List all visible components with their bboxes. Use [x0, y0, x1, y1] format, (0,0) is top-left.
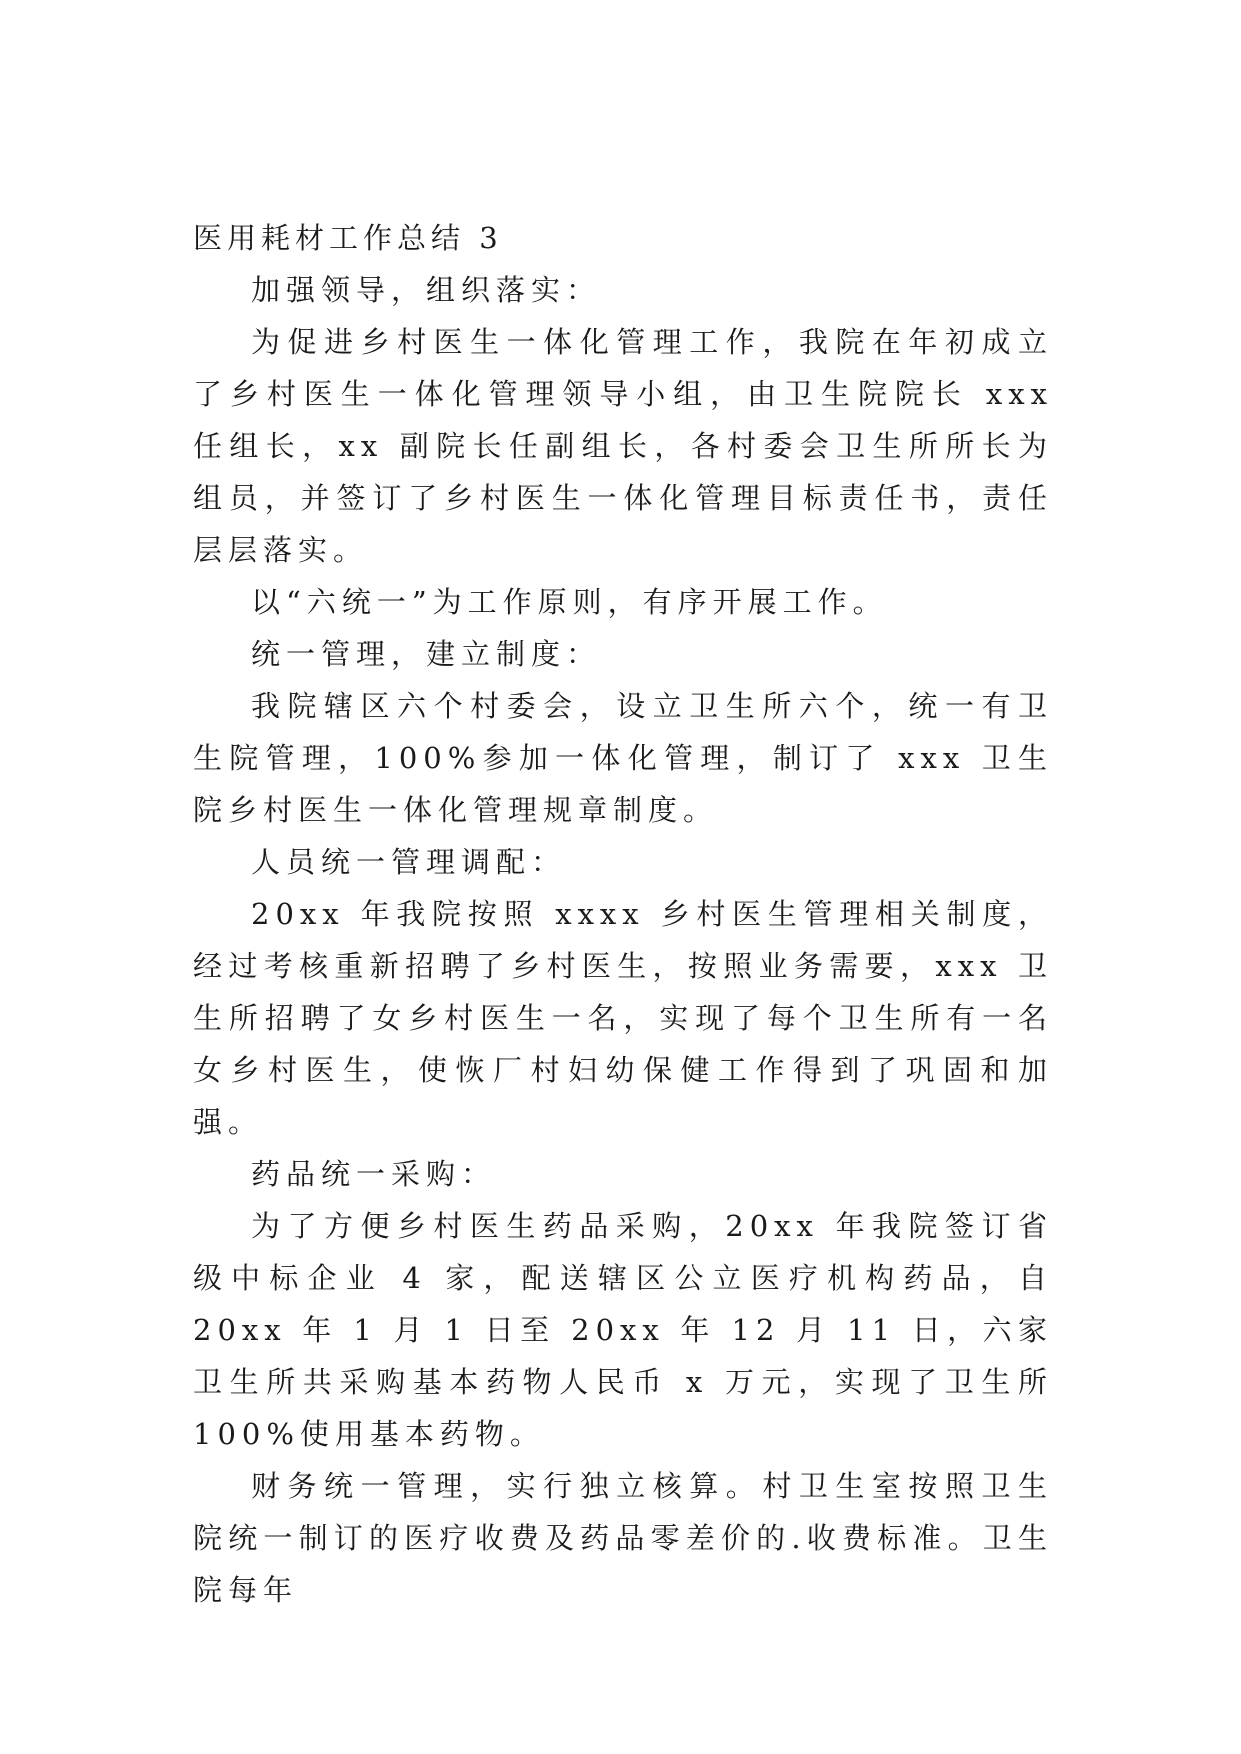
document-title: 医用耗材工作总结 3	[193, 221, 503, 255]
paragraph-personnel-heading: 人员统一管理调配：	[251, 845, 567, 879]
paragraph-personnel-body: 20xx 年我院按照 xxxx 乡村医生管理相关制度，经过考核重新招聘了乡村医生，按照业务需要，xxx 卫生所招聘了女乡村医生一名，实现了每个卫生所有一名女乡村医生，使恢厂村妇幼保健工作得到了巩固和加强。	[193, 897, 1053, 1139]
paragraph-drug-procurement-body: 为了方便乡村医生药品采购，20xx 年我院签订省级中标企业 4 家，配送辖区公立医疗机构药品，自 20xx 年 1 月 1 日至 20xx 年 12 月 11 日，六家卫生所共采购基本药物人民币 x 万元，实现了卫生所 100%使用基本药物。	[193, 1209, 1053, 1451]
document-body	[193, 212, 1053, 1616]
paragraph-unified-management-heading: 统一管理，建立制度：	[251, 637, 602, 671]
paragraph-unified-management-body: 我院辖区六个村委会，设立卫生所六个，统一有卫生院管理，100%参加一体化管理，制订了 xxx 卫生院乡村医生一体化管理规章制度。	[193, 689, 1053, 827]
paragraph-six-unified-principle: 以“六统一”为工作原则，有序开展工作。	[251, 585, 888, 619]
paragraph-leadership-body: 为促进乡村医生一体化管理工作，我院在年初成立了乡村医生一体化管理领导小组，由卫生院院长 xxx 任组长，xx 副院长任副组长，各村委会卫生所所长为组员，并签订了乡村医生一体化管理目标责任书，责任层层落实。	[193, 325, 1053, 567]
paragraph-finance-body: 财务统一管理，实行独立核算。村卫生室按照卫生院统一制订的医疗收费及药品零差价的.收费标准。卫生院每年	[193, 1469, 1053, 1607]
paragraph-drug-procurement-heading: 药品统一采购：	[251, 1157, 497, 1191]
paragraph-leadership-heading: 加强领导，组织落实：	[251, 273, 602, 307]
